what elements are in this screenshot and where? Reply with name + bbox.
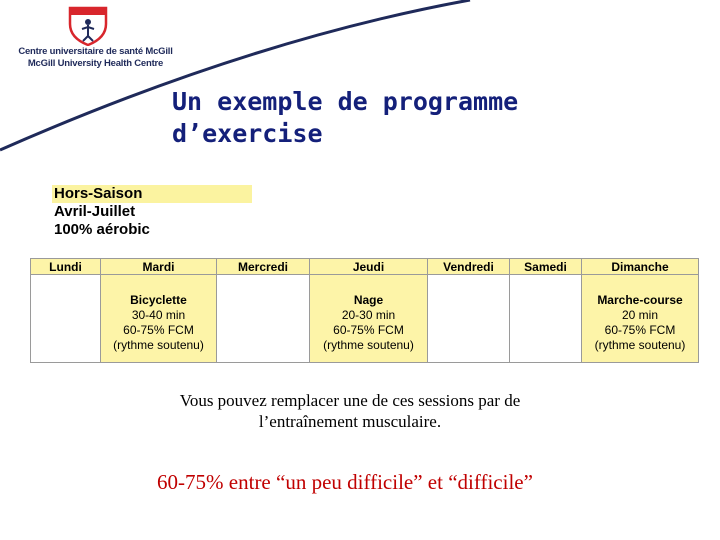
- activity-duration: 30-40 min: [131, 308, 186, 322]
- day-header-mercredi: Mercredi: [217, 259, 310, 275]
- cell-dimanche: [582, 275, 699, 363]
- schedule-header-row: [31, 259, 699, 275]
- cell-vendredi: [428, 275, 510, 363]
- cell-mardi: [101, 275, 217, 363]
- day-header-lundi: Lundi: [31, 259, 101, 275]
- cell-mercredi: [217, 275, 310, 363]
- season-block: [52, 185, 252, 239]
- activity-title: Nage: [353, 293, 384, 307]
- day-header-samedi: Samedi: [510, 259, 582, 275]
- activity-title: Marche-course: [597, 293, 683, 307]
- day-header-vendredi: Vendredi: [428, 259, 510, 275]
- activity-duration: 20 min: [621, 308, 659, 322]
- activity-pace: (rythme soutenu): [594, 338, 686, 352]
- activity-intensity: 60-75% FCM: [333, 323, 404, 337]
- mcgill-logo: [8, 6, 183, 68]
- activity-intensity: 60-75% FCM: [604, 323, 676, 337]
- activity-title: Bicyclette: [130, 293, 187, 307]
- season-name: Hors-Saison: [52, 185, 252, 203]
- org-name-fr: Centre universitaire de santé McGill: [18, 46, 173, 57]
- day-header-jeudi: Jeudi: [310, 259, 428, 275]
- activity-duration: 20-30 min: [341, 308, 396, 322]
- substitution-note: Vous pouvez remplacer une de ces sessions par de l’entraînement musculaire.: [179, 391, 521, 431]
- activity-pace: (rythme soutenu): [323, 338, 414, 352]
- cell-jeudi: [310, 275, 428, 363]
- cell-samedi: [510, 275, 582, 363]
- day-header-mardi: Mardi: [101, 259, 217, 275]
- weekly-schedule-table: [30, 258, 699, 363]
- shield-icon: [66, 6, 110, 46]
- season-period: Avril-Juillet: [54, 203, 136, 220]
- activity-pace: (rythme soutenu): [113, 338, 204, 352]
- intensity-note: 60-75% entre “un peu difficile” et “difficile”: [157, 470, 533, 494]
- org-name-en: McGill University Health Centre: [27, 58, 164, 69]
- day-header-dimanche: Dimanche: [582, 259, 699, 275]
- activity-intensity: 60-75% FCM: [123, 323, 194, 337]
- schedule-activity-row: [31, 275, 699, 363]
- slide-title: Un exemple de programme d’exercise: [172, 87, 519, 148]
- cell-lundi: [31, 275, 101, 363]
- season-type: 100% aérobic: [54, 221, 150, 238]
